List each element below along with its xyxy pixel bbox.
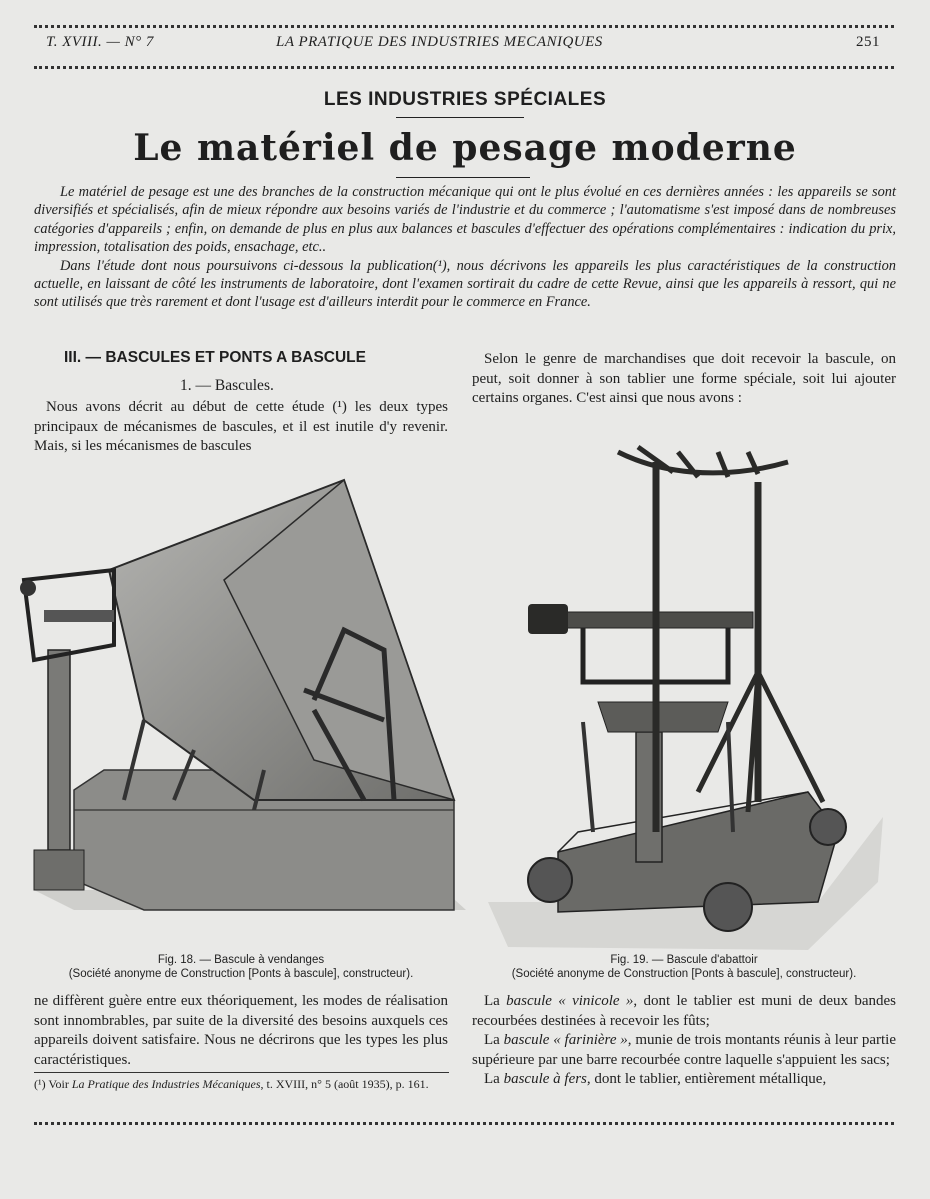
intro-paragraph-2: Dans l'étude dont nous poursuivons ci-dessous la publication(¹), nous décrivons les appareils les plus caractéristiques de la construction actuelle, en laissant de côté les instruments de laboratoire, dont l'examen sortirait du cadre de cette Revue, ainsi que les appareils à ressort, qui ne sont utilisés que très rarement et dont l'usage est d'ailleurs interdit pour le commerce en France. — [34, 257, 896, 311]
page-number: 251 — [856, 34, 880, 50]
text-span: , dont le tablier, entièrement métallique, — [586, 1071, 827, 1088]
figure-18-title: Fig. 18. — Bascule à vendanges — [157, 954, 325, 966]
issue-number: T. XVIII. — N° 7 — [46, 34, 154, 50]
footnote-post: , t. XVIII, n° 5 (août 1935), p. 161. — [260, 1077, 429, 1091]
left-column-bottom — [34, 992, 448, 1070]
header-bottom-rule — [34, 66, 894, 69]
text-span: , munie de trois montants réunis à leur partie supérieure par une barre recourbée contre laquelle s'appuient les sacs; — [472, 1032, 896, 1068]
footnote-rule — [34, 1072, 449, 1073]
right-paragraph-top: Selon le genre de marchandises que doit recevoir la bascule, on peut, soit donner à son tablier une forme spéciale, soit lui ajouter certains organes. C'est ainsi que nous avons : — [472, 351, 896, 407]
figure-19-title: Fig. 19. — Bascule d'abattoir — [610, 954, 758, 966]
text-emphasis: bascule « farinière » — [503, 1032, 628, 1049]
vintage-scale-illustration — [14, 470, 466, 940]
footnote-mark: (¹) — [34, 1077, 46, 1091]
slaughterhouse-scale-illustration — [488, 432, 894, 950]
text-emphasis: bascule « vinicole » — [506, 993, 634, 1009]
right-column-top — [472, 350, 896, 409]
text-span: La — [484, 1032, 504, 1049]
left-paragraph-bottom: ne diffèrent guère entre eux théoriquement, les modes de réalisation sont innombrables, par suite de la diversité des besoins auxquels ces appareils doivent satisfaire. Nous ne décrirons que les types les plus caractéristiques. — [34, 993, 448, 1068]
figure-18-credit: (Société anonyme de Construction [Ponts à bascule], constructeur). — [68, 968, 414, 980]
section-heading: LES INDUSTRIES SPÉCIALES — [323, 89, 607, 110]
right-paragraph-vinicole — [472, 992, 896, 1031]
figure-19-credit: (Société anonyme de Construction [Ponts à bascule], constructeur). — [511, 968, 857, 980]
left-column-top — [34, 398, 448, 457]
text-span: , dont le tablier est muni de deux bandes recourbées destinées à recevoir les fûts; — [472, 993, 896, 1029]
subsection-heading: 1. — Bascules. — [180, 377, 274, 394]
right-column-bottom — [472, 992, 896, 1090]
header-top-rule — [34, 25, 894, 28]
text-emphasis: bascule à fers — [503, 1071, 587, 1088]
title-rule — [396, 177, 530, 178]
footer-rule — [34, 1122, 894, 1125]
left-paragraph-top: Nous avons décrit au début de cette étude (¹) les deux types principaux de mécanismes de bascules, et il est inutile d'y revenir. Mais, si les mécanismes de bascules — [34, 399, 448, 455]
chapter-heading: III. — BASCULES ET PONTS A BASCULE — [64, 349, 366, 366]
section-rule — [396, 117, 524, 118]
footnote-journal: La Pratique des Industries Mécaniques — [71, 1077, 261, 1091]
running-title: LA PRATIQUE DES INDUSTRIES MECANIQUES — [276, 34, 603, 50]
figure-19-caption — [472, 953, 896, 981]
footnote — [34, 1077, 454, 1091]
intro-paragraph-1: Le matériel de pesage est une des branches de la construction mécanique qui ont le plus évolué en ces dernières années : les appareils se sont diversifiés et spécialisés, afin de mieux répondre aux besoins variés de l'industrie et du commerce ; l'automatisme s'est imposé dans de nombreuses catégories d'appareils ; enfin, on demande de plus en plus aux balances et bascules d'effectuer des opérations complémentaires : indication du prix, impression, totalisation des poids, ensachage, etc.. — [34, 184, 896, 256]
right-paragraph-fers — [472, 1070, 896, 1090]
text-span: La — [484, 1071, 504, 1088]
figure-18-caption — [34, 953, 448, 981]
intro-text — [34, 183, 896, 312]
right-paragraph-farinere — [472, 1031, 896, 1070]
footnote-pre: Voir — [48, 1077, 72, 1091]
text-span: La — [484, 993, 507, 1009]
article-title: Le matériel de pesage moderne — [133, 127, 797, 169]
